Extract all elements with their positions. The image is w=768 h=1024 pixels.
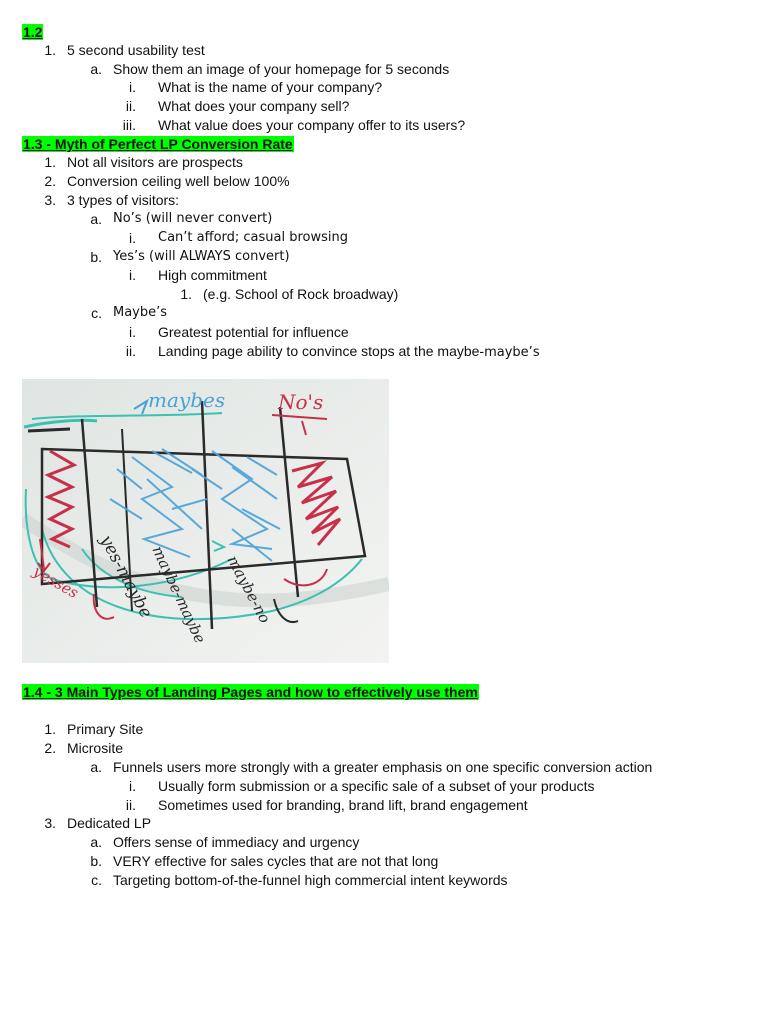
- list-item: [0, 758, 768, 776]
- whiteboard-label-yes-maybe: yes-maybe: [95, 531, 156, 622]
- list-text: What value does your company offer to its users?: [158, 117, 466, 133]
- list-item: [0, 172, 768, 190]
- list-text: Funnels users more strongly with a greater emphasis on one specific conversion action: [113, 759, 653, 775]
- list-number: 1.: [44, 721, 56, 737]
- list-item: [0, 60, 768, 78]
- list-item: [0, 116, 768, 134]
- list-number: 3.: [44, 815, 56, 831]
- list-number: i.: [129, 324, 136, 340]
- list-item: [0, 852, 768, 870]
- list-text: 5 second usability test: [67, 42, 205, 58]
- list-item: [0, 796, 768, 814]
- list-text: 3 types of visitors:: [67, 192, 180, 208]
- list-text: Conversion ceiling well below 100%: [67, 173, 290, 189]
- section-heading-1-4: 1.4 - 3 Main Types of Landing Pages and how to effectively use them: [23, 684, 478, 700]
- list-text: Maybe’s: [113, 305, 168, 320]
- list-item: [0, 871, 768, 889]
- list-item: [0, 285, 768, 303]
- list-text: Targeting bottom-of-the-funnel high commercial intent keywords: [113, 872, 508, 888]
- list-number: i.: [129, 778, 136, 794]
- list-number: i.: [129, 230, 136, 246]
- list-text: Landing page ability to convince stops at the maybe-maybe’s: [158, 343, 540, 360]
- list-number: 2.: [44, 173, 56, 189]
- whiteboard-label-maybe-maybe: maybe-maybe: [148, 543, 210, 647]
- list-item: [0, 248, 768, 266]
- list-number: a.: [90, 61, 102, 77]
- whiteboard-label-maybes: maybes: [148, 388, 226, 412]
- list-number: ii.: [125, 797, 136, 813]
- list-item: [0, 97, 768, 115]
- list-item: [0, 210, 768, 228]
- list-text: Dedicated LP: [67, 815, 152, 831]
- list-text: Primary Site: [67, 721, 144, 737]
- list-text: Greatest potential for influence: [158, 324, 349, 340]
- section-heading-1-3: 1.3 - Myth of Perfect LP Conversion Rate: [23, 136, 293, 152]
- list-text: Not all visitors are prospects: [67, 154, 243, 170]
- list-number: 2.: [44, 740, 56, 756]
- list-item: [0, 78, 768, 96]
- list-text: Offers sense of immediacy and urgency: [113, 834, 360, 850]
- list-text: Can’t afford; casual browsing: [158, 230, 349, 245]
- list-item: [0, 833, 768, 851]
- whiteboard-label-nos: No's: [278, 390, 324, 414]
- list-number: a.: [90, 759, 102, 775]
- whiteboard-label-yesses: yesses: [30, 561, 82, 603]
- list-number: 1.: [44, 154, 56, 170]
- whiteboard-label-maybe-no: maybe-no: [223, 552, 275, 627]
- list-item: [0, 191, 768, 209]
- list-number: b.: [90, 853, 102, 869]
- list-number: i.: [129, 267, 136, 283]
- list-item: [0, 777, 768, 795]
- list-text: Show them an image of your homepage for 5 seconds: [113, 61, 450, 77]
- list-item: [0, 342, 768, 360]
- list-number: c.: [91, 872, 102, 888]
- list-text: No’s (will never convert): [113, 211, 273, 226]
- list-text: Yes’s (will ALWAYS convert): [113, 249, 290, 264]
- list-item: [0, 323, 768, 341]
- list-number: 1.: [180, 286, 192, 302]
- list-text: What does your company sell?: [158, 98, 350, 114]
- list-text: Microsite: [67, 740, 124, 756]
- list-item: [0, 266, 768, 284]
- list-text: What is the name of your company?: [158, 79, 383, 95]
- list-number: iii.: [122, 117, 136, 133]
- whiteboard-photo: [22, 379, 389, 663]
- list-item: [0, 153, 768, 171]
- list-number: ii.: [125, 98, 136, 114]
- section-heading-1-2: 1.2: [23, 24, 43, 40]
- list-number: b.: [90, 249, 102, 265]
- list-text: High commitment: [158, 267, 267, 283]
- list-number: i.: [129, 79, 136, 95]
- list-item: [0, 304, 768, 322]
- list-item: [0, 739, 768, 757]
- list-number: ii.: [125, 343, 136, 359]
- list-item: [0, 229, 768, 247]
- list-item: [0, 41, 768, 59]
- list-text: VERY effective for sales cycles that are not that long: [113, 853, 439, 869]
- list-item: [0, 814, 768, 832]
- list-number: 1.: [44, 42, 56, 58]
- list-number: 3.: [44, 192, 56, 208]
- list-text: (e.g. School of Rock broadway): [203, 286, 399, 302]
- list-text: Sometimes used for branding, brand lift, brand engagement: [158, 797, 528, 813]
- list-item: [0, 720, 768, 738]
- list-number: a.: [90, 211, 102, 227]
- list-number: c.: [91, 305, 102, 321]
- list-text: Usually form submission or a specific sale of a subset of your products: [158, 778, 595, 794]
- list-number: a.: [90, 834, 102, 850]
